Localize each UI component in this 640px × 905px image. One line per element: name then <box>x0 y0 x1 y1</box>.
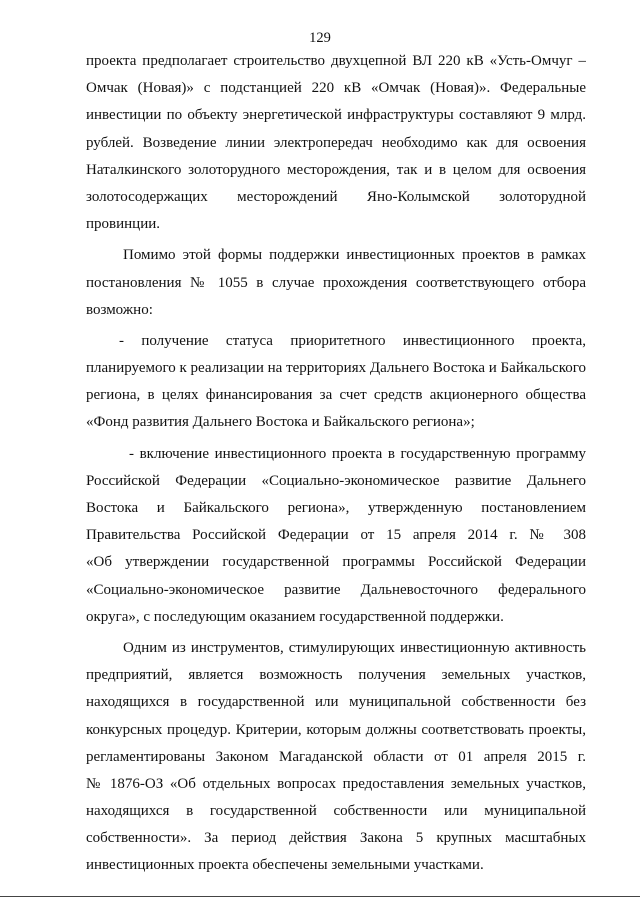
text-line: Российской Федерации «Социально-экономическое развитие Дальнего <box>86 472 586 489</box>
text-line: планируемого к реализации на территориях Дальнего Востока и Байкальского <box>86 360 586 377</box>
page-number: 129 <box>309 30 331 46</box>
text-line: «Социально-экономическое развитие Дальневосточного федерального <box>86 581 586 598</box>
text-line: - получение статуса приоритетного инвестиционного проекта, <box>119 332 586 349</box>
text-line: предприятий, является возможность получения земельных участков, <box>86 667 586 684</box>
text-line: постановления № 1055 в случае прохождения соответствующего отбора <box>86 274 586 291</box>
text-line: проекта предполагает строительство двухцепной ВЛ 220 кВ «Усть-Омчуг – <box>86 53 586 69</box>
text-line: находящихся в государственной или муниципальной собственности без <box>86 694 586 711</box>
text-line: Правительства Российской Федерации от 15 апреля 2014 г. № 308 <box>86 527 586 544</box>
text-line: № 1876-ОЗ «Об отдельных вопросах предоставления земельных участков, <box>86 775 586 792</box>
paragraph-1 <box>86 48 586 238</box>
page-bottom-rule <box>0 896 640 897</box>
text-line: - включение инвестиционного проекта в государственную программу <box>129 445 586 462</box>
paragraph-2 <box>86 242 586 324</box>
text-line: провинции. <box>86 216 160 233</box>
text-line: находящихся в государственной собственности или муниципальной <box>86 803 586 820</box>
text-line: конкурсных процедур. Критерии, которым должны соответствовать проекты, <box>86 721 586 738</box>
text-line: рублей. Возведение линии электропередач необходимо как для освоения <box>86 134 586 151</box>
text-line: региона, в целях финансирования за счет средств акционерного общества <box>86 387 586 404</box>
text-line: Востока и Байкальского региона», утвержденную постановлением <box>86 500 586 516</box>
text-line: Наталкинского золоторудного месторождения, так и в целом для освоения <box>86 161 586 178</box>
text-line: Помимо этой формы поддержки инвестиционных проектов в рамках <box>123 247 586 264</box>
text-line: Омчак (Новая)» с подстанцией 220 кВ «Омчак (Новая)». Федеральные <box>86 80 586 97</box>
text-line: округа», с последующим оказанием государственной поддержки. <box>86 608 504 625</box>
paragraph-5 <box>86 635 586 880</box>
list-item-state-program <box>86 441 586 631</box>
text-line: возможно: <box>86 301 153 318</box>
list-item-priority-project <box>86 328 586 437</box>
text-line: «Об утверждении государственной программы Российской Федерации <box>86 554 586 571</box>
text-line: «Фонд развития Дальнего Востока и Байкальского региона»; <box>86 414 475 431</box>
text-line: Одним из инструментов, стимулирующих инвестиционную активность <box>123 639 586 656</box>
text-line: регламентированы Законом Магаданской области от 01 апреля 2015 г. <box>86 748 586 765</box>
text-line: золотосодержащих месторождений Яно-Колымской золоторудной <box>86 188 586 205</box>
document-body <box>86 48 586 880</box>
text-line: инвестиции по объекту энергетической инфраструктуры составляют 9 млрд. <box>86 107 586 124</box>
text-line: собственности». За период действия Закона 5 крупных масштабных <box>86 830 586 847</box>
text-line: инвестиционных проекта обеспечены земельными участками. <box>86 857 484 874</box>
